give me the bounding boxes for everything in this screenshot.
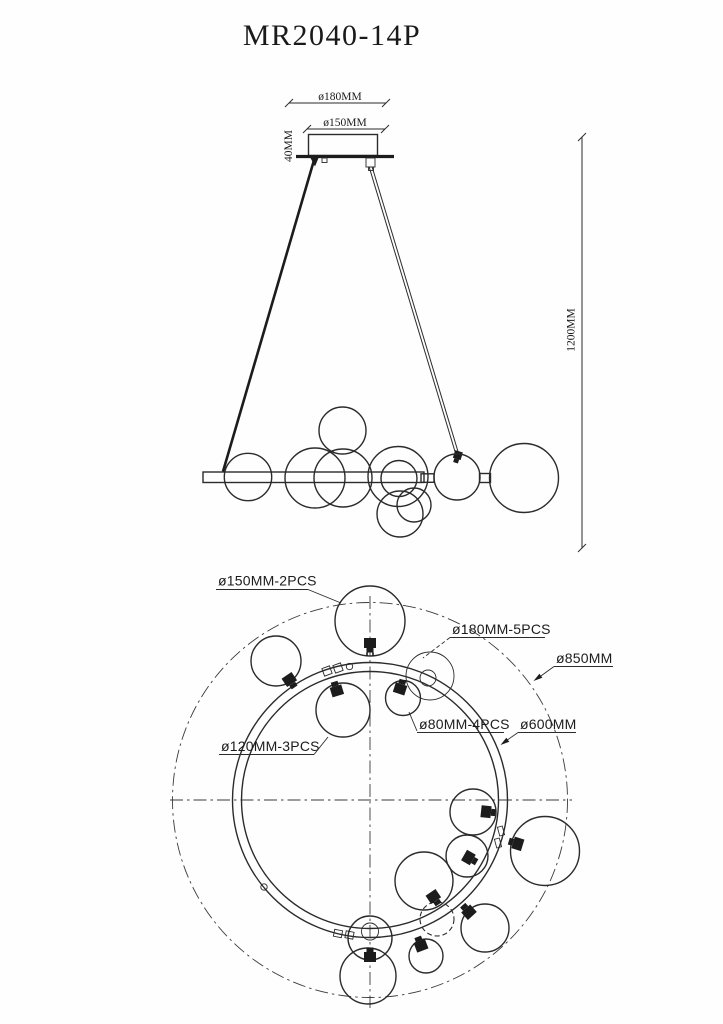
leader-line: [423, 638, 450, 659]
canopy-height-label: 40MM: [283, 130, 295, 162]
ball-150-label-text: ø150MM-2PCS: [218, 572, 317, 589]
glass-ball: [224, 453, 271, 500]
side-view: [203, 91, 586, 552]
glass-ball: [319, 407, 366, 454]
ball-clamp: [364, 948, 376, 963]
glass-ball: [397, 488, 431, 522]
ball-clamp: [461, 850, 480, 868]
canopy-inner-dimension-label: ø150MM: [323, 117, 367, 129]
drop-dimension-line: [578, 133, 586, 552]
ring-junction: [333, 929, 354, 939]
drop-dimension-label: 1200MM: [565, 308, 578, 352]
cable-fitting: [366, 158, 375, 167]
canopy: [309, 135, 378, 156]
leader-arrowhead: [534, 674, 543, 681]
outer-diameter-label-text: ø850MM: [556, 650, 613, 666]
suspension-cable-left: [223, 159, 315, 472]
label-ring-diameter: [501, 716, 577, 745]
canopy-screw: [322, 158, 327, 163]
label-ball-180: [423, 621, 551, 658]
ball-clamp: [480, 805, 496, 818]
page-title: MR2040-14P: [242, 19, 422, 52]
ball-80-label-text: ø80MM-4PCS: [419, 716, 510, 732]
label-ball-120: [219, 737, 328, 755]
leader-line: [308, 590, 341, 604]
cable-clamp: [452, 450, 463, 464]
ball-180-label-text: ø180MM-5PCS: [452, 621, 551, 637]
glass-ball: [490, 444, 559, 513]
plan-view: [170, 573, 613, 1009]
canopy-outer-dimension-label: ø180MM: [318, 91, 362, 103]
ball-clamp: [412, 935, 428, 953]
suspension-cable-right: [369, 168, 458, 453]
label-ball-80: [409, 712, 510, 733]
glass-ball: [285, 448, 345, 508]
ball-120-label-text: ø120MM-3PCS: [221, 738, 320, 754]
glass-ball: [314, 449, 372, 507]
glass-ball: [395, 852, 453, 910]
label-outer-diameter: [534, 650, 614, 681]
label-ball-150: [216, 573, 341, 604]
ball-clamp: [507, 835, 524, 851]
leader-arrowhead: [501, 738, 510, 745]
ring-diameter-label-text: ø600MM: [520, 716, 577, 732]
leader-line: [409, 712, 417, 731]
